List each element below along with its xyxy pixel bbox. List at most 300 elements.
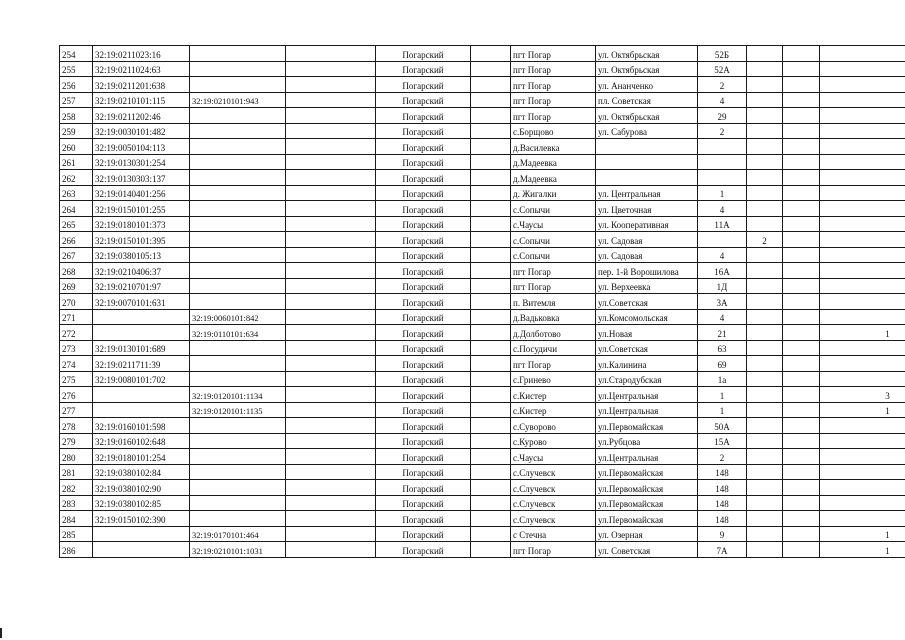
house-number-cell: 1Д: [698, 278, 747, 294]
cadastral-number-building-cell: [190, 511, 286, 527]
cadastral-number-building-cell: [190, 278, 286, 294]
street-cell: ул. Октябрьская: [596, 46, 698, 62]
table-row: [60, 340, 905, 356]
settlement-type-cell: [471, 154, 511, 170]
locality-cell: д.Мадеевка: [511, 170, 596, 186]
house-number-cell: 4: [698, 247, 747, 263]
district-cell: Погарский: [376, 511, 471, 527]
count-c-cell: [820, 139, 905, 155]
row-number-cell: 256: [60, 77, 93, 93]
count-a-cell: [747, 46, 783, 62]
count-b-cell: [783, 108, 820, 124]
count-a-cell: [747, 480, 783, 496]
cadastral-number-cell: 32:19:0140401:256: [93, 185, 190, 201]
extra-number-cell: [286, 464, 376, 480]
cadastral-number-building-cell: [190, 46, 286, 62]
cadastral-number-building-cell: [190, 356, 286, 372]
row-number-cell: 276: [60, 387, 93, 403]
house-number-cell: 4: [698, 201, 747, 217]
row-number-cell: 270: [60, 294, 93, 310]
house-number-cell: 2: [698, 123, 747, 139]
cadastral-number-building-cell: [190, 185, 286, 201]
count-b-cell: [783, 356, 820, 372]
cadastral-number-building-cell: [190, 77, 286, 93]
cadastral-number-cell: 32:19:0130303:137: [93, 170, 190, 186]
table-row: [60, 77, 905, 93]
locality-cell: с Стечна: [511, 526, 596, 542]
count-a-cell: [747, 511, 783, 527]
settlement-type-cell: [471, 542, 511, 558]
count-c-cell: [820, 263, 905, 279]
table-row: [60, 495, 905, 511]
locality-cell: с.Кистер: [511, 402, 596, 418]
row-number-cell: 257: [60, 92, 93, 108]
count-b-cell: [783, 201, 820, 217]
street-cell: ул. Садовая: [596, 247, 698, 263]
count-a-cell: [747, 61, 783, 77]
count-a-cell: [747, 325, 783, 341]
count-a-cell: [747, 216, 783, 232]
street-cell: ул. Октябрьская: [596, 61, 698, 77]
extra-number-cell: [286, 340, 376, 356]
settlement-type-cell: [471, 247, 511, 263]
count-a-cell: 2: [747, 232, 783, 248]
row-number-cell: 282: [60, 480, 93, 496]
settlement-type-cell: [471, 170, 511, 186]
row-number-cell: 268: [60, 263, 93, 279]
street-cell: ул.Первомайская: [596, 511, 698, 527]
district-cell: Погарский: [376, 449, 471, 465]
locality-cell: с.Случевск: [511, 511, 596, 527]
table-row: [60, 402, 905, 418]
house-number-cell: 11А: [698, 216, 747, 232]
street-cell: ул.Комсомольская: [596, 309, 698, 325]
cadastral-number-cell: [93, 325, 190, 341]
house-number-cell: 21: [698, 325, 747, 341]
cadastral-number-building-cell: [190, 247, 286, 263]
cadastral-number-cell: [93, 542, 190, 558]
locality-cell: пгт Погар: [511, 278, 596, 294]
count-a-cell: [747, 464, 783, 480]
extra-number-cell: [286, 92, 376, 108]
cadastral-number-building-cell: 32:19:0110101:634: [190, 325, 286, 341]
house-number-cell: 1: [698, 402, 747, 418]
cadastral-number-cell: [93, 402, 190, 418]
table-row: [60, 201, 905, 217]
cadastral-number-building-cell: [190, 294, 286, 310]
count-c-cell: 1: [820, 325, 905, 341]
count-b-cell: [783, 92, 820, 108]
count-c-cell: [820, 108, 905, 124]
house-number-cell: 2: [698, 77, 747, 93]
district-cell: Погарский: [376, 387, 471, 403]
extra-number-cell: [286, 123, 376, 139]
street-cell: ул.Первомайская: [596, 495, 698, 511]
table-row: [60, 309, 905, 325]
cadastral-number-building-cell: [190, 495, 286, 511]
cadastral-number-building-cell: [190, 449, 286, 465]
extra-number-cell: [286, 325, 376, 341]
extra-number-cell: [286, 247, 376, 263]
street-cell: ул.Калинина: [596, 356, 698, 372]
extra-number-cell: [286, 480, 376, 496]
count-c-cell: [820, 511, 905, 527]
cadastral-number-building-cell: [190, 216, 286, 232]
cadastral-number-cell: 32:19:0160101:598: [93, 418, 190, 434]
cadastral-number-cell: 32:19:0180101:254: [93, 449, 190, 465]
street-cell: ул. Советская: [596, 542, 698, 558]
locality-cell: с.Случевск: [511, 464, 596, 480]
extra-number-cell: [286, 294, 376, 310]
row-number-cell: 254: [60, 46, 93, 62]
house-number-cell: 50А: [698, 418, 747, 434]
settlement-type-cell: [471, 46, 511, 62]
count-c-cell: [820, 92, 905, 108]
house-number-cell: 4: [698, 309, 747, 325]
district-cell: Погарский: [376, 278, 471, 294]
table-row: [60, 232, 905, 248]
extra-number-cell: [286, 542, 376, 558]
table-row: [60, 371, 905, 387]
cadastral-number-cell: 32:19:0380102:84: [93, 464, 190, 480]
cadastral-number-building-cell: [190, 263, 286, 279]
count-c-cell: [820, 294, 905, 310]
cadastral-number-cell: 32:19:0080101:702: [93, 371, 190, 387]
extra-number-cell: [286, 170, 376, 186]
cadastral-number-cell: [93, 309, 190, 325]
house-number-cell: 1а: [698, 371, 747, 387]
table-row: [60, 542, 905, 558]
count-b-cell: [783, 263, 820, 279]
cadastral-number-cell: 32:19:0211024:63: [93, 61, 190, 77]
row-number-cell: 279: [60, 433, 93, 449]
extra-number-cell: [286, 154, 376, 170]
extra-number-cell: [286, 232, 376, 248]
settlement-type-cell: [471, 139, 511, 155]
table-row: [60, 170, 905, 186]
count-b-cell: [783, 433, 820, 449]
table-row: [60, 108, 905, 124]
street-cell: ул. Цветочная: [596, 201, 698, 217]
count-a-cell: [747, 154, 783, 170]
cadastral-number-building-cell: [190, 61, 286, 77]
row-number-cell: 269: [60, 278, 93, 294]
count-a-cell: [747, 77, 783, 93]
row-number-cell: 278: [60, 418, 93, 434]
table-row: [60, 139, 905, 155]
district-cell: Погарский: [376, 185, 471, 201]
count-b-cell: [783, 309, 820, 325]
district-cell: Погарский: [376, 201, 471, 217]
house-number-cell: 69: [698, 356, 747, 372]
settlement-type-cell: [471, 263, 511, 279]
locality-cell: д.Мадеевка: [511, 154, 596, 170]
house-number-cell: 148: [698, 480, 747, 496]
extra-number-cell: [286, 433, 376, 449]
cadastral-number-building-cell: [190, 123, 286, 139]
count-c-cell: [820, 449, 905, 465]
extra-number-cell: [286, 526, 376, 542]
row-number-cell: 267: [60, 247, 93, 263]
locality-cell: пгт Погар: [511, 61, 596, 77]
row-number-cell: 255: [60, 61, 93, 77]
settlement-type-cell: [471, 216, 511, 232]
locality-cell: с.Сопычи: [511, 232, 596, 248]
district-cell: Погарский: [376, 418, 471, 434]
count-a-cell: [747, 340, 783, 356]
table-row: [60, 433, 905, 449]
district-cell: Погарский: [376, 340, 471, 356]
count-c-cell: 3: [820, 387, 905, 403]
house-number-cell: 15А: [698, 433, 747, 449]
table-row: [60, 294, 905, 310]
count-b-cell: [783, 464, 820, 480]
count-a-cell: [747, 108, 783, 124]
settlement-type-cell: [471, 402, 511, 418]
cadastral-number-building-cell: 32:19:0210101:1031: [190, 542, 286, 558]
street-cell: ул.Первомайская: [596, 418, 698, 434]
extra-number-cell: [286, 495, 376, 511]
settlement-type-cell: [471, 325, 511, 341]
settlement-type-cell: [471, 309, 511, 325]
house-number-cell: 63: [698, 340, 747, 356]
count-b-cell: [783, 542, 820, 558]
cadastral-number-building-cell: 32:19:0170101:464: [190, 526, 286, 542]
street-cell: ул.Рубцова: [596, 433, 698, 449]
count-c-cell: [820, 232, 905, 248]
count-c-cell: [820, 495, 905, 511]
row-number-cell: 259: [60, 123, 93, 139]
cadastral-number-building-cell: 32:19:0060101:842: [190, 309, 286, 325]
row-number-cell: 286: [60, 542, 93, 558]
house-number-cell: 148: [698, 495, 747, 511]
settlement-type-cell: [471, 511, 511, 527]
locality-cell: с.Случевск: [511, 495, 596, 511]
count-b-cell: [783, 247, 820, 263]
street-cell: ул.Первомайская: [596, 480, 698, 496]
street-cell: ул. Центральная: [596, 185, 698, 201]
locality-cell: с.Гринево: [511, 371, 596, 387]
count-a-cell: [747, 402, 783, 418]
locality-cell: с.Посудичи: [511, 340, 596, 356]
count-a-cell: [747, 356, 783, 372]
table-row: [60, 46, 905, 62]
row-number-cell: 265: [60, 216, 93, 232]
cadastral-number-cell: 32:19:0150101:255: [93, 201, 190, 217]
extra-number-cell: [286, 511, 376, 527]
cadastral-number-cell: [93, 387, 190, 403]
count-b-cell: [783, 387, 820, 403]
row-number-cell: 264: [60, 201, 93, 217]
count-a-cell: [747, 170, 783, 186]
cadastral-number-cell: 32:19:0150102:390: [93, 511, 190, 527]
locality-cell: пгт Погар: [511, 77, 596, 93]
table-row: [60, 123, 905, 139]
district-cell: Погарский: [376, 309, 471, 325]
count-c-cell: [820, 185, 905, 201]
table-row: [60, 263, 905, 279]
extra-number-cell: [286, 309, 376, 325]
settlement-type-cell: [471, 123, 511, 139]
settlement-type-cell: [471, 201, 511, 217]
extra-number-cell: [286, 263, 376, 279]
cadastral-number-building-cell: [190, 154, 286, 170]
street-cell: [596, 170, 698, 186]
count-a-cell: [747, 371, 783, 387]
district-cell: Погарский: [376, 464, 471, 480]
locality-cell: с.Случевск: [511, 480, 596, 496]
table-row: [60, 449, 905, 465]
district-cell: Погарский: [376, 526, 471, 542]
house-number-cell: [698, 139, 747, 155]
locality-cell: с.Чаусы: [511, 449, 596, 465]
count-b-cell: [783, 325, 820, 341]
count-c-cell: [820, 340, 905, 356]
count-c-cell: [820, 371, 905, 387]
cadastral-number-cell: 32:19:0130101:689: [93, 340, 190, 356]
district-cell: Погарский: [376, 46, 471, 62]
settlement-type-cell: [471, 340, 511, 356]
cadastral-number-building-cell: [190, 232, 286, 248]
cadastral-number-building-cell: 32:19:0210101:943: [190, 92, 286, 108]
house-number-cell: 16А: [698, 263, 747, 279]
row-number-cell: 283: [60, 495, 93, 511]
settlement-type-cell: [471, 232, 511, 248]
registry-table-body: [60, 46, 905, 558]
count-b-cell: [783, 232, 820, 248]
cadastral-number-building-cell: [190, 201, 286, 217]
cadastral-number-building-cell: 32:19:0120101:1134: [190, 387, 286, 403]
street-cell: ул. Сабурова: [596, 123, 698, 139]
table-row: [60, 92, 905, 108]
cadastral-number-cell: 32:19:0211201:638: [93, 77, 190, 93]
cadastral-number-building-cell: [190, 170, 286, 186]
settlement-type-cell: [471, 464, 511, 480]
registry-table: [59, 45, 905, 558]
cadastral-number-cell: 32:19:0380105:13: [93, 247, 190, 263]
locality-cell: п. Витемля: [511, 294, 596, 310]
locality-cell: с.Суворово: [511, 418, 596, 434]
row-number-cell: 284: [60, 511, 93, 527]
count-c-cell: [820, 154, 905, 170]
count-a-cell: [747, 201, 783, 217]
page-edge-mark: [0, 628, 2, 638]
row-number-cell: 266: [60, 232, 93, 248]
extra-number-cell: [286, 61, 376, 77]
row-number-cell: 277: [60, 402, 93, 418]
count-a-cell: [747, 542, 783, 558]
count-c-cell: [820, 309, 905, 325]
count-b-cell: [783, 526, 820, 542]
house-number-cell: 52Б: [698, 46, 747, 62]
district-cell: Погарский: [376, 154, 471, 170]
table-row: [60, 216, 905, 232]
table-row: [60, 278, 905, 294]
extra-number-cell: [286, 278, 376, 294]
count-c-cell: [820, 123, 905, 139]
cadastral-number-cell: 32:19:0210701:97: [93, 278, 190, 294]
house-number-cell: 7А: [698, 542, 747, 558]
locality-cell: с.Борщово: [511, 123, 596, 139]
street-cell: ул.Советская: [596, 294, 698, 310]
cadastral-number-building-cell: [190, 108, 286, 124]
district-cell: Погарский: [376, 325, 471, 341]
extra-number-cell: [286, 139, 376, 155]
house-number-cell: [698, 170, 747, 186]
locality-cell: пгт Погар: [511, 542, 596, 558]
locality-cell: пгт Погар: [511, 46, 596, 62]
settlement-type-cell: [471, 526, 511, 542]
locality-cell: с.Сопычи: [511, 201, 596, 217]
extra-number-cell: [286, 185, 376, 201]
count-c-cell: [820, 480, 905, 496]
row-number-cell: 258: [60, 108, 93, 124]
count-c-cell: [820, 433, 905, 449]
extra-number-cell: [286, 216, 376, 232]
cadastral-number-cell: 32:19:0160102:648: [93, 433, 190, 449]
count-c-cell: 1: [820, 526, 905, 542]
district-cell: Погарский: [376, 61, 471, 77]
row-number-cell: 260: [60, 139, 93, 155]
count-a-cell: [747, 526, 783, 542]
count-c-cell: [820, 356, 905, 372]
locality-cell: д. Жигалки: [511, 185, 596, 201]
row-number-cell: 261: [60, 154, 93, 170]
locality-cell: пгт Погар: [511, 92, 596, 108]
locality-cell: с.Сопычи: [511, 247, 596, 263]
table-row: [60, 356, 905, 372]
table-row: [60, 61, 905, 77]
cadastral-number-cell: 32:19:0210406:37: [93, 263, 190, 279]
house-number-cell: 148: [698, 511, 747, 527]
count-c-cell: [820, 170, 905, 186]
house-number-cell: 3А: [698, 294, 747, 310]
count-a-cell: [747, 139, 783, 155]
table-row: [60, 511, 905, 527]
locality-cell: с.Курово: [511, 433, 596, 449]
house-number-cell: 148: [698, 464, 747, 480]
settlement-type-cell: [471, 418, 511, 434]
row-number-cell: 263: [60, 185, 93, 201]
count-c-cell: [820, 247, 905, 263]
settlement-type-cell: [471, 371, 511, 387]
count-c-cell: [820, 201, 905, 217]
street-cell: ул. Верхеевка: [596, 278, 698, 294]
street-cell: пл. Советская: [596, 92, 698, 108]
street-cell: ул. Ананченко: [596, 77, 698, 93]
district-cell: Погарский: [376, 495, 471, 511]
count-b-cell: [783, 154, 820, 170]
street-cell: ул. Озерная: [596, 526, 698, 542]
count-a-cell: [747, 294, 783, 310]
settlement-type-cell: [471, 278, 511, 294]
settlement-type-cell: [471, 387, 511, 403]
district-cell: Погарский: [376, 108, 471, 124]
extra-number-cell: [286, 77, 376, 93]
street-cell: ул.Первомайская: [596, 464, 698, 480]
count-a-cell: [747, 247, 783, 263]
cadastral-number-cell: 32:19:0050104:113: [93, 139, 190, 155]
extra-number-cell: [286, 402, 376, 418]
street-cell: ул. Кооперативная: [596, 216, 698, 232]
count-b-cell: [783, 139, 820, 155]
locality-cell: пгт Погар: [511, 108, 596, 124]
count-c-cell: [820, 464, 905, 480]
street-cell: ул.Центральная: [596, 402, 698, 418]
count-b-cell: [783, 402, 820, 418]
row-number-cell: 271: [60, 309, 93, 325]
count-b-cell: [783, 495, 820, 511]
